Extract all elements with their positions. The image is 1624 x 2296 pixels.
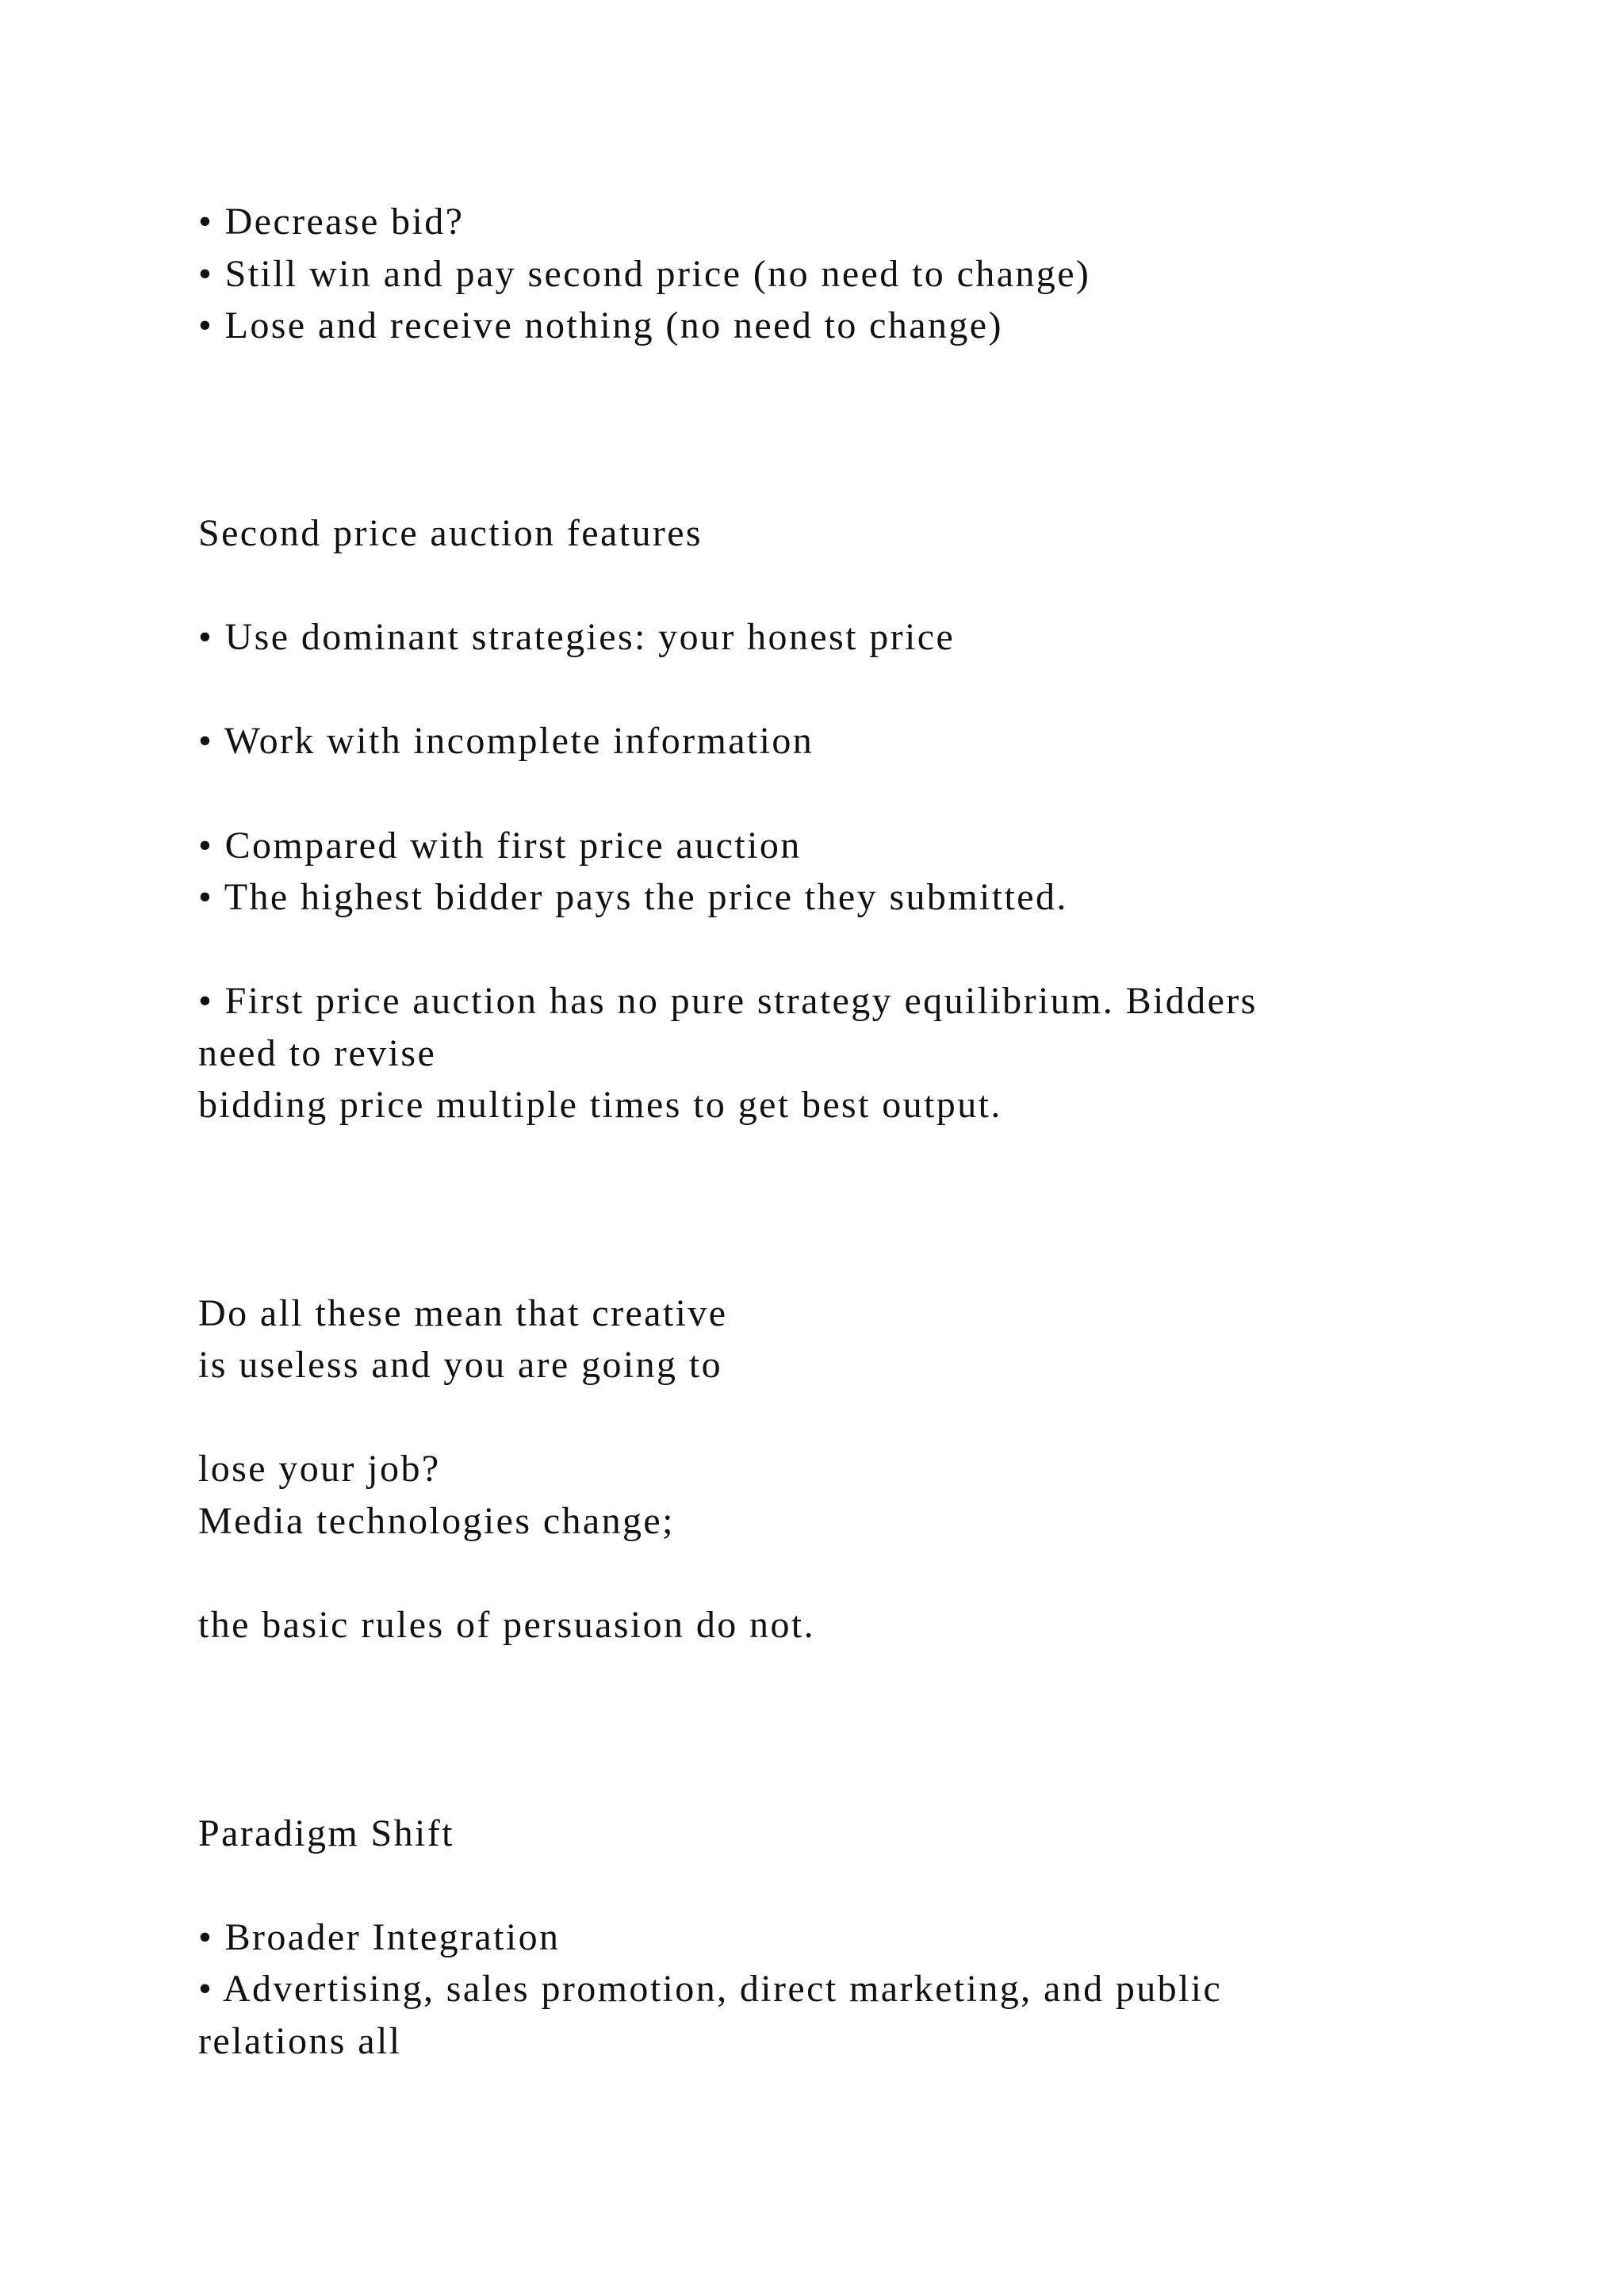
bullet-lose: • Lose and receive nothing (no need to change) — [198, 304, 1003, 346]
bullet-incomplete-information: • Work with incomplete information — [198, 720, 814, 762]
text-relations-all: relations all — [198, 2020, 402, 2062]
bullet-decrease-bid: • Decrease bid? — [198, 201, 465, 243]
bullet-advertising: • Advertising, sales promotion, direct marketing, and public — [198, 1968, 1223, 2010]
text-rules-of-persuasion: the basic rules of persuasion do not. — [198, 1604, 815, 1646]
text-media-technologies: Media technologies change; — [198, 1500, 675, 1542]
text-question-line-2: is useless and you are going to — [198, 1344, 722, 1386]
bullet-no-pure-equilibrium: • First price auction has no pure strategy equilibrium. Bidders — [198, 980, 1258, 1022]
bullet-compared-first-price: • Compared with first price auction — [198, 825, 802, 867]
bullet-dominant-strategies: • Use dominant strategies: your honest price — [198, 616, 956, 658]
bullet-highest-bidder: • The highest bidder pays the price they submitted. — [198, 876, 1068, 918]
bullet-still-win: • Still win and pay second price (no need to change) — [198, 253, 1091, 295]
text-question-line-1: Do all these mean that creative — [198, 1292, 728, 1334]
text-need-to-revise: need to revise — [198, 1032, 437, 1074]
heading-paradigm-shift: Paradigm Shift — [198, 1812, 454, 1854]
text-question-line-3: lose your job? — [198, 1448, 441, 1490]
bullet-broader-integration: • Broader Integration — [198, 1916, 561, 1958]
heading-second-price-features: Second price auction features — [198, 512, 703, 554]
text-bidding-price: bidding price multiple times to get best output. — [198, 1084, 1002, 1126]
